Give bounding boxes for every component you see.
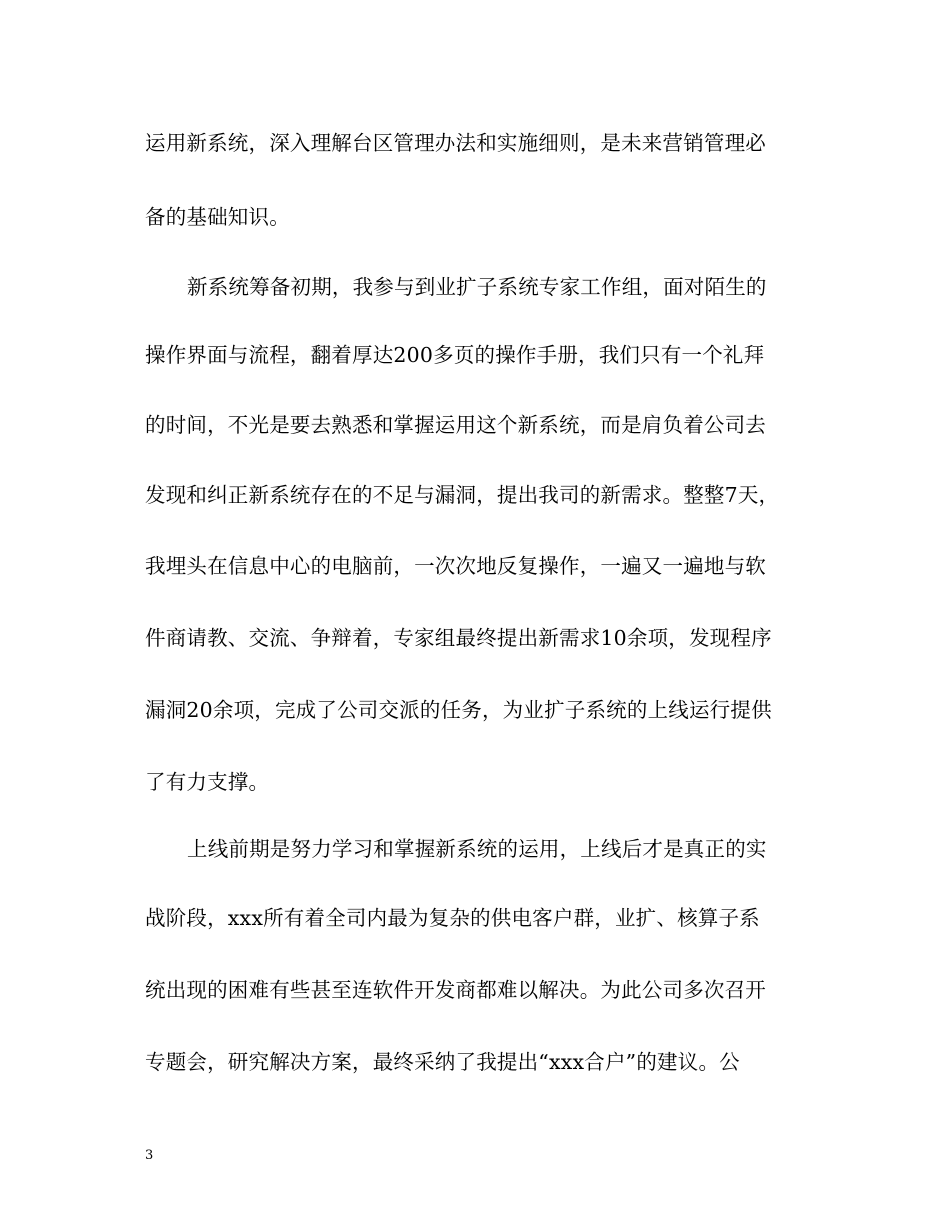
body-line-12: 战阶段，xxx所有着全司内最为复杂的供电客户群，业扩、核算子系 (145, 906, 760, 930)
body-line-5: 的时间，不光是要去熟悉和掌握运用这个新系统，而是肩负着公司去 (145, 413, 766, 437)
body-line-14: 专题会，研究解决方案，最终采纳了我提出“xxx合户”的建议。公 (145, 1050, 740, 1074)
body-line-4: 操作界面与流程，翻着厚达200多页的操作手册，我们只有一个礼拜 (145, 343, 765, 367)
body-line-8: 件商请教、交流、争辩着，专家组最终提出新需求10余项，发现程序 (145, 626, 772, 650)
body-line-2: 备的基础知识。 (145, 205, 290, 229)
body-line-9: 漏洞20余项，完成了公司交派的任务，为业扩子系统的上线运行提供 (145, 698, 772, 722)
body-line-1: 运用新系统，深入理解台区管理办法和实施细则，是未来营销管理必 (145, 131, 766, 155)
body-line-11: 上线前期是努力学习和掌握新系统的运用，上线后才是真正的实 (187, 837, 767, 861)
body-line-7: 我埋头在信息中心的电脑前，一次次地反复操作，一遍又一遍地与软 (145, 554, 766, 578)
body-line-10: 了有力支撑。 (145, 770, 270, 794)
body-line-6: 发现和纠正新系统存在的不足与漏洞，提出我司的新需求。整整7天， (145, 483, 780, 507)
body-line-3: 新系统筹备初期，我参与到业扩子系统专家工作组，面对陌生的 (187, 275, 767, 299)
body-line-13: 统出现的困难有些甚至连软件开发商都难以解决。为此公司多次召开 (145, 978, 766, 1002)
page-number: 3 (145, 1148, 154, 1163)
